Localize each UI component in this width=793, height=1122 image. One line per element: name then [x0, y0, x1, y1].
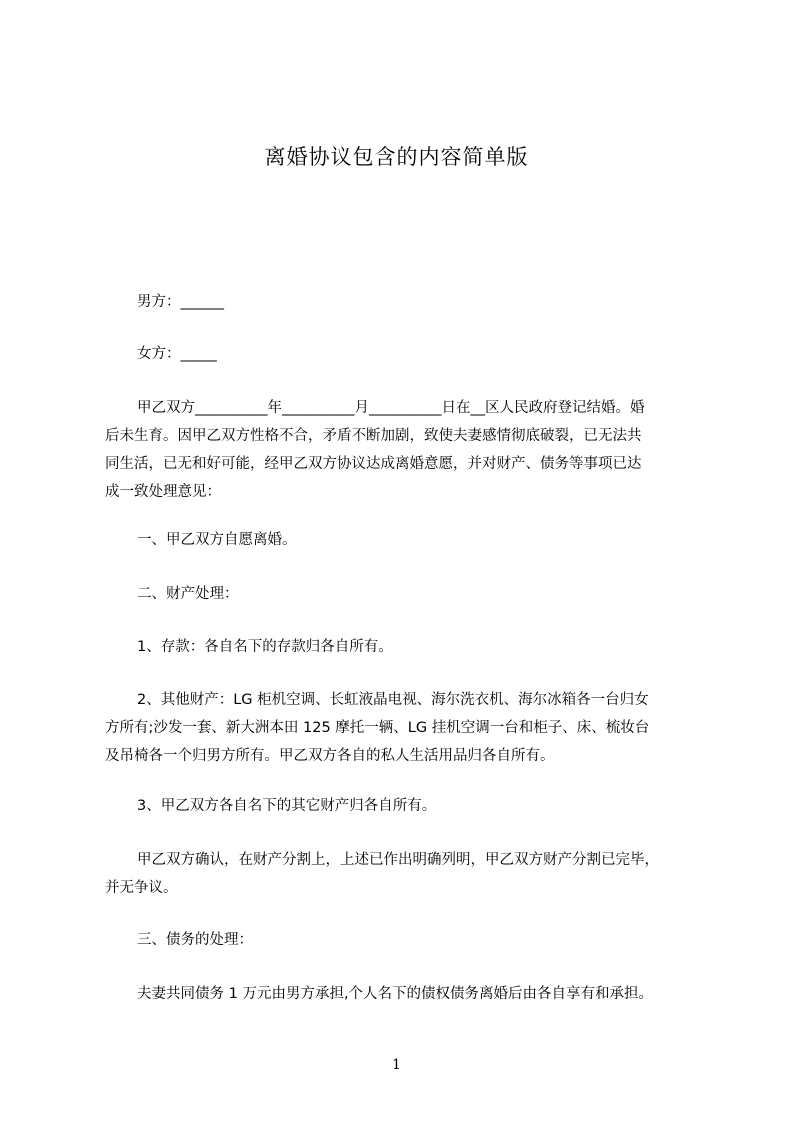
section-2-heading: [105, 580, 705, 608]
intro-line: 甲乙双方__________年__________月__________日在__区人民政府登记结婚。婚: [137, 400, 645, 416]
page-number: 1: [392, 1057, 401, 1073]
confirm-line: 甲乙双方确认，在财产分割上，上述已作出明确列明，甲乙双方财产分割已完毕，: [137, 852, 659, 868]
item-2-line: 2、其他财产：LG 柜机空调、长虹液晶电视、海尔洗衣机、海尔冰箱各一台归女: [137, 692, 649, 708]
item-2: [105, 686, 705, 770]
woman-field: [105, 340, 705, 368]
confirm-paragraph: [105, 846, 705, 902]
item-3-text: 3、甲乙双方各自名下的其它财产归各自所有。: [137, 798, 437, 814]
item-1: [105, 633, 705, 661]
item-2-line: 及吊椅各一个归男方所有。甲乙双方各自的私人生活用品归各自所有。: [105, 748, 555, 764]
item-2-line: 方所有;沙发一套、新大洲本田 125 摩托一辆、LG 挂机空调一台和柜子、床、梳妆台: [105, 720, 650, 736]
item-3: [105, 792, 705, 820]
man-field: [105, 288, 705, 316]
debt-text: 夫妻共同债务 1 万元由男方承担,个人名下的债权债务离婚后由各自享有和承担。: [137, 986, 654, 1002]
section-3-text: 三、债务的处理：: [137, 932, 253, 948]
section-3-heading: [105, 926, 705, 954]
confirm-line: 并无争议。: [105, 880, 178, 896]
document-title: 离婚协议包含的内容简单版: [264, 145, 529, 169]
man-label: 男方：______: [137, 294, 224, 310]
woman-label: 女方：_____: [137, 346, 217, 362]
section-1-text: 一、甲乙双方自愿离婚。: [137, 532, 297, 548]
intro-line: 后未生育。因甲乙双方性格不合，矛盾不断加剧，致使夫妻感情彻底破裂，已无法共: [105, 428, 642, 444]
section-2-text: 二、财产处理：: [137, 586, 239, 602]
intro-line: 同生活，已无和好可能，经甲乙双方协议达成离婚意愿，并对财产、债务等事项已达: [105, 456, 642, 472]
intro-paragraph: [105, 394, 705, 506]
section-1: [105, 526, 705, 554]
intro-line: 成一致处理意见：: [105, 484, 221, 500]
item-1-text: 1、存款：各自名下的存款归各自所有。: [137, 639, 393, 655]
debt-paragraph: [105, 980, 705, 1008]
